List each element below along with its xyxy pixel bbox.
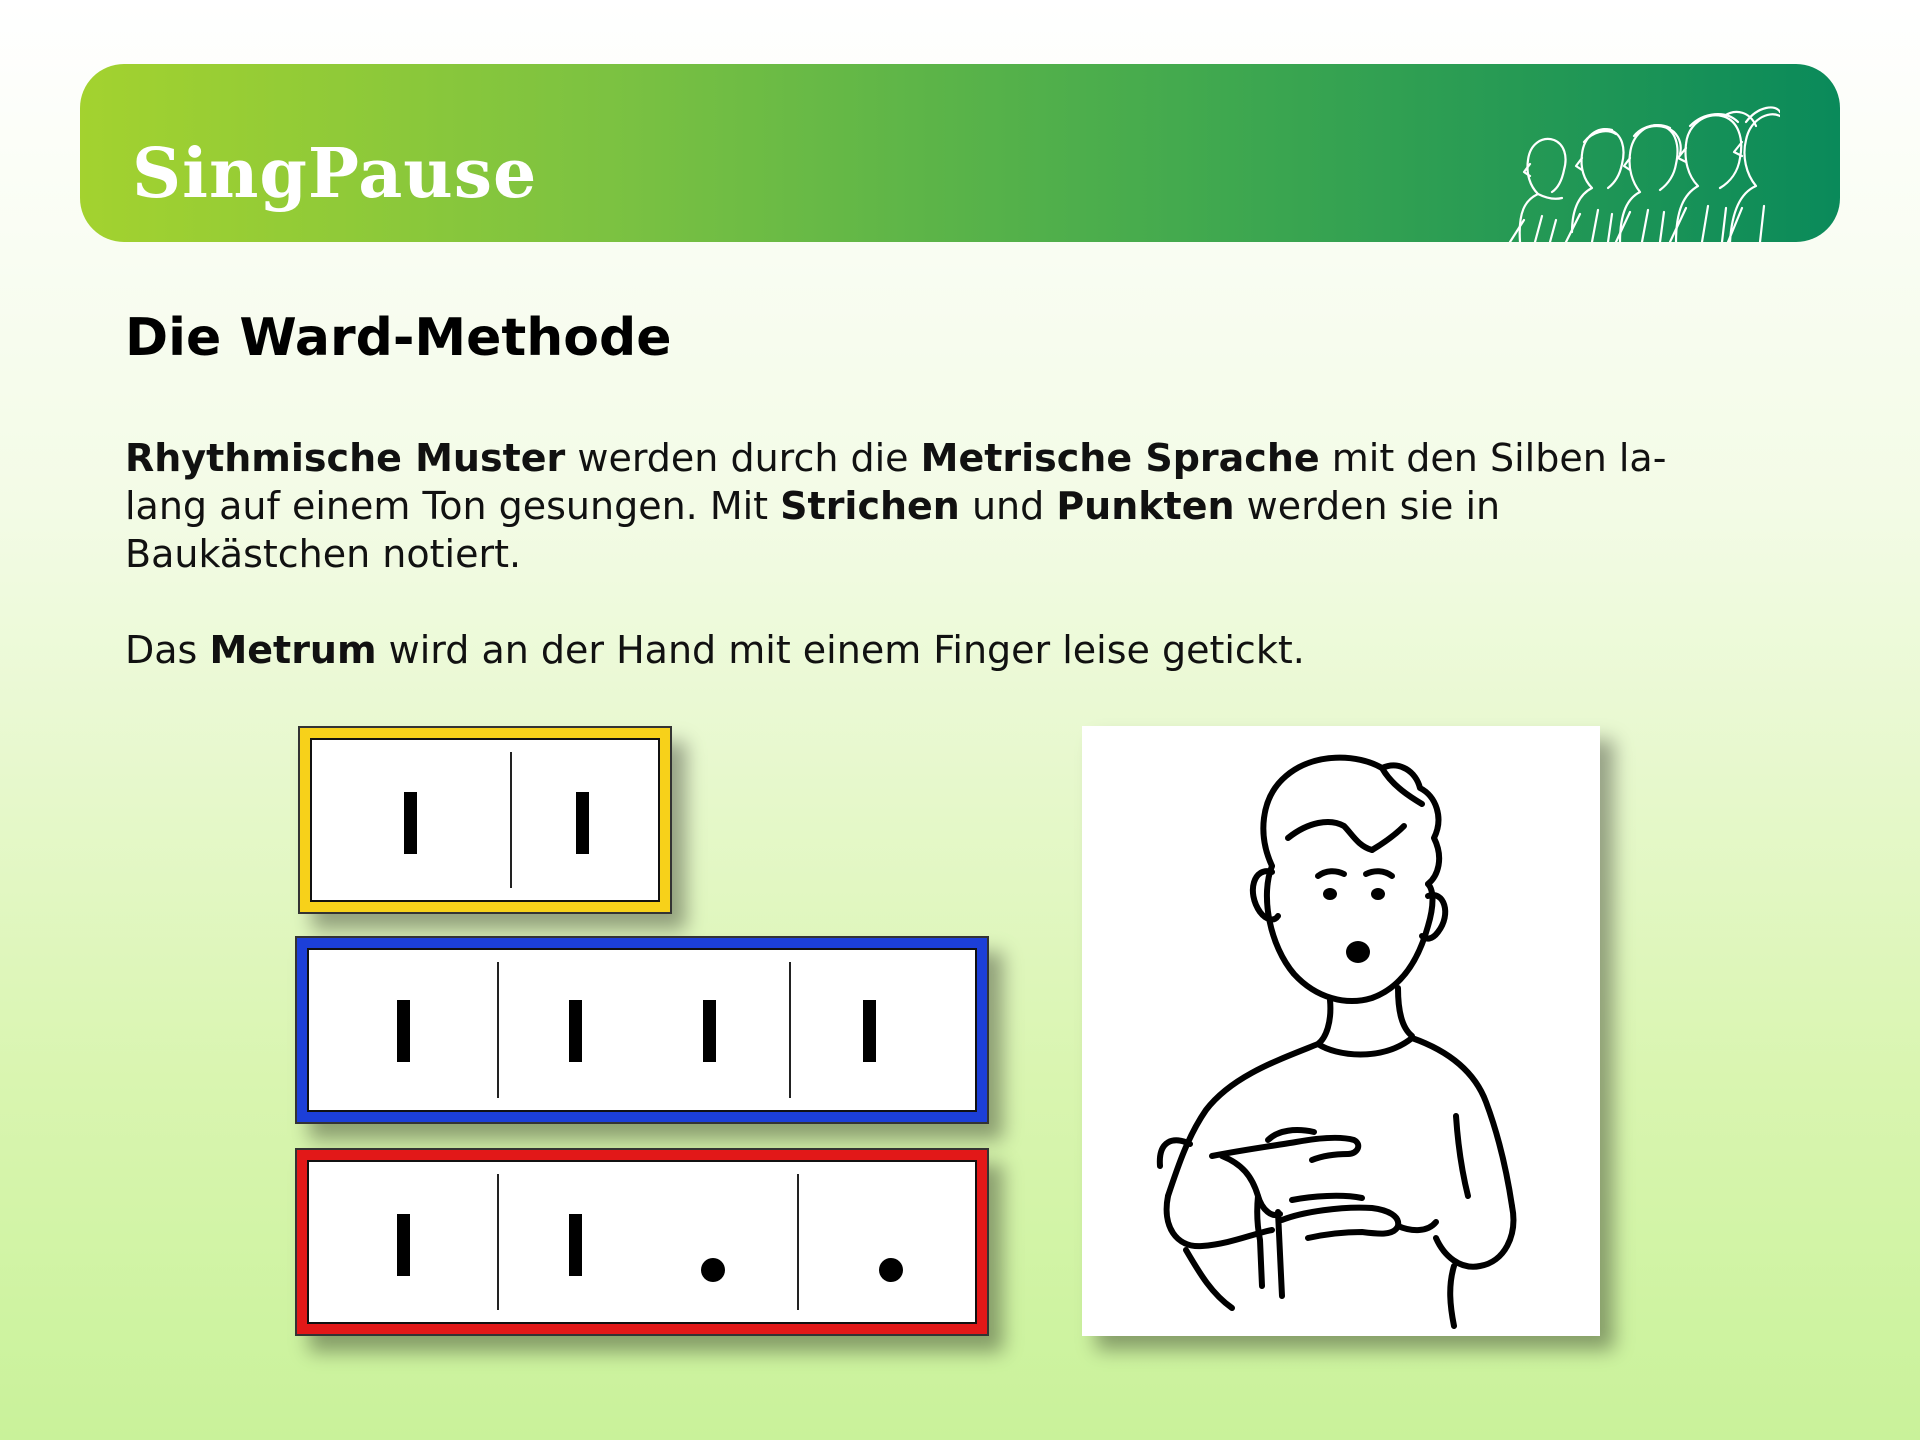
stroke-note	[863, 1000, 876, 1062]
dot-note	[879, 1258, 903, 1282]
rhythm-box-yellow	[298, 726, 672, 914]
brand-title: SingPause	[132, 134, 538, 214]
boy-eye-right	[1371, 888, 1385, 900]
stroke-note	[576, 792, 589, 854]
term-punkten: Punkten	[1056, 484, 1235, 528]
boy-tapping-icon	[1082, 726, 1600, 1336]
rhythm-box-inner	[307, 1160, 977, 1324]
stroke-note	[703, 1000, 716, 1062]
slide-title: Die Ward-Methode	[125, 308, 672, 368]
paragraph-text: mit den Silben la-lang auf einem Ton gesungen. Mit	[125, 436, 1667, 528]
stroke-note	[569, 1000, 582, 1062]
choir-illustration-icon	[1480, 82, 1780, 242]
beat-divider	[497, 1174, 499, 1310]
beat-divider	[510, 752, 512, 888]
paragraph-text: werden durch die	[565, 436, 921, 480]
boy-eye-left	[1323, 888, 1337, 900]
paragraph-metrum	[125, 626, 1745, 674]
term-strichen: Strichen	[780, 484, 960, 528]
stroke-note	[397, 1000, 410, 1062]
header-banner	[80, 64, 1840, 242]
dot-note	[701, 1258, 725, 1282]
boy-tapping-illustration	[1082, 726, 1600, 1336]
paragraph-text: werden sie in Baukästchen notiert.	[125, 484, 1501, 576]
rhythm-box-inner	[307, 948, 977, 1112]
stroke-note	[397, 1214, 410, 1276]
beat-divider	[497, 962, 499, 1098]
paragraph-rhythm	[125, 434, 1745, 578]
term-metrum: Metrum	[209, 628, 377, 672]
beat-divider	[797, 1174, 799, 1310]
stroke-note	[569, 1214, 582, 1276]
stroke-note	[404, 792, 417, 854]
paragraph-text: wird an der Hand mit einem Finger leise getickt.	[376, 628, 1305, 672]
paragraph-text: Das	[125, 628, 210, 672]
paragraph-text: und	[959, 484, 1057, 528]
term-rhythmische-muster: Rhythmische Muster	[125, 436, 566, 480]
beat-divider	[789, 962, 791, 1098]
rhythm-box-inner	[310, 738, 660, 902]
rhythm-box-blue	[295, 936, 989, 1124]
term-metrische-sprache: Metrische Sprache	[920, 436, 1320, 480]
rhythm-box-red	[295, 1148, 989, 1336]
boy-mouth	[1346, 941, 1370, 963]
